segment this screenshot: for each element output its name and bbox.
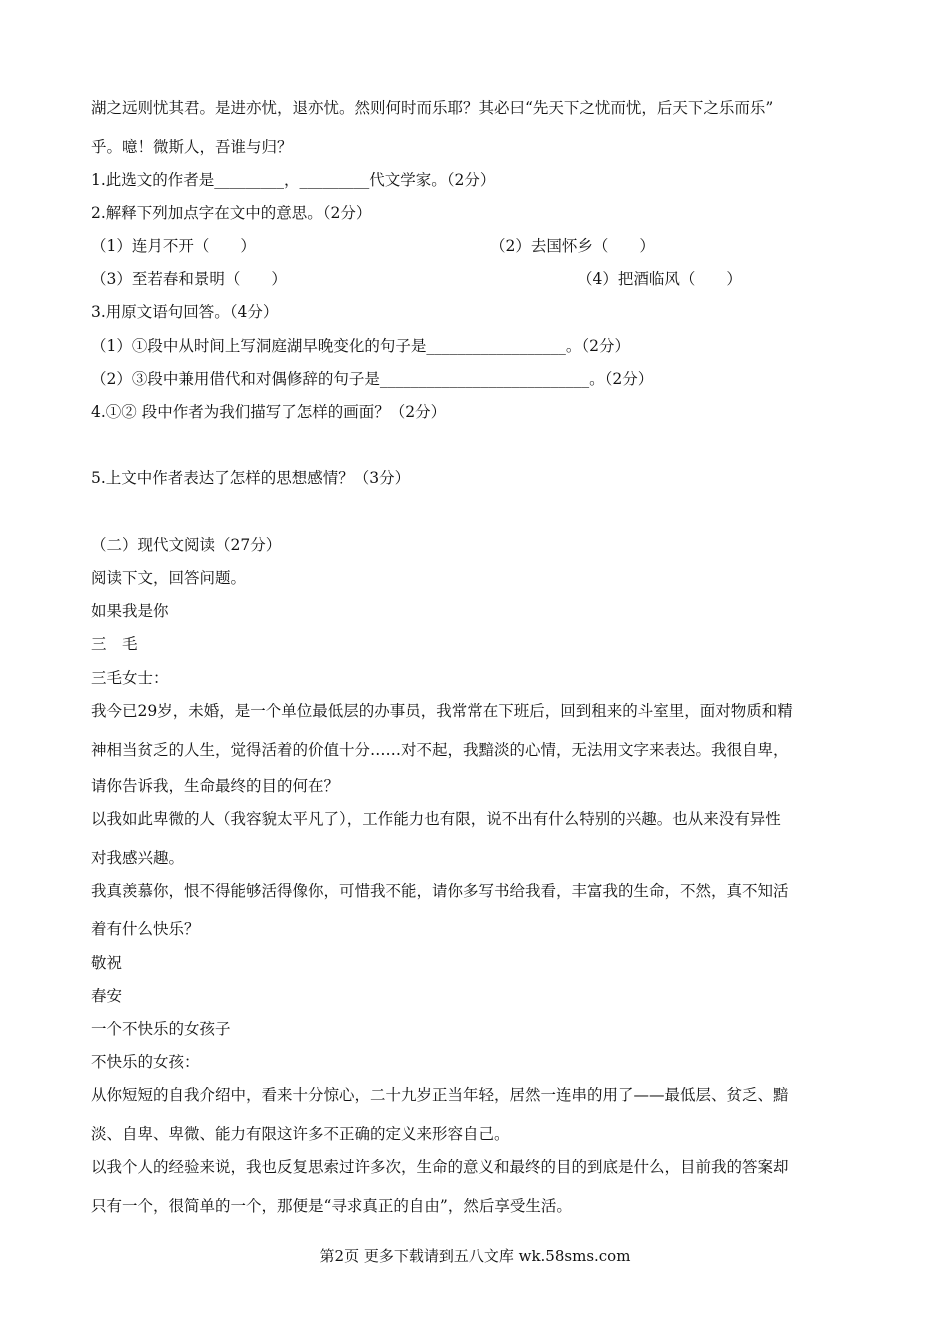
letter-closing: 敬祝 xyxy=(91,954,123,972)
question-2-item-2: （2）去国怀乡（ ） xyxy=(490,237,655,255)
instruction: 阅读下文，回答问题。 xyxy=(91,569,247,587)
section-heading: （二）现代文阅读（27分） xyxy=(91,536,282,554)
paragraph-line: 着有什么快乐？ xyxy=(91,920,200,938)
paragraph-line: 以我如此卑微的人（我容貌太平凡了），工作能力也有限，说不出有什么特别的兴趣。也从来没有异性 xyxy=(91,810,781,828)
letter-signature: 一个不快乐的女孩子 xyxy=(91,1020,231,1038)
page-footer: 第2页 更多下载请到五八文库 wk.58sms.com xyxy=(319,1247,631,1265)
letter-salutation: 三毛女士： xyxy=(91,669,169,687)
reply-salutation: 不快乐的女孩： xyxy=(91,1053,200,1071)
question-2-item-1: （1）连月不开（ ） xyxy=(91,237,256,255)
text-line: 乎。噫！微斯人，吾谁与归？ xyxy=(91,138,293,156)
paragraph-line: 我真羡慕你，恨不得能够活得像你，可惜我不能，请你多写书给我看，丰富我的生命，不然，真不知活 xyxy=(91,882,789,900)
paragraph-line: 对我感兴趣。 xyxy=(91,849,185,867)
paragraph-line: 只有一个，很简单的一个，那便是“寻求真正的自由”，然后享受生活。 xyxy=(91,1197,572,1215)
question-2-item-4: （4）把酒临风（ ） xyxy=(577,270,742,288)
paragraph-line: 从你短短的自我介绍中，看来十分惊心，二十九岁正当年轻，居然一连串的用了——最低层、贫乏、黯 xyxy=(91,1086,789,1104)
paragraph-line: 神相当贫乏的人生，觉得活着的价值十分……对不起，我黯淡的心情，无法用文字来表达。我很自卑， xyxy=(91,741,789,759)
question-3-item-2: （2）③段中兼用借代和对偶修辞的句子是___________________________。（2分） xyxy=(91,370,654,388)
question-4: 4.①② 段中作者为我们描写了怎样的画面？（2分） xyxy=(91,403,447,421)
paragraph-line: 以我个人的经验来说，我也反复思索过许多次，生命的意义和最终的目的到底是什么，目前我的答案却 xyxy=(91,1158,789,1176)
question-2-item-3: （3）至若春和景明（ ） xyxy=(91,270,287,288)
paragraph-line: 请你告诉我，生命最终的目的何在？ xyxy=(91,777,340,795)
paragraph-line: 淡、自卑、卑微、能力有限这许多不正确的定义来形容自己。 xyxy=(91,1125,510,1143)
question-2: 2.解释下列加点字在文中的意思。（2分） xyxy=(91,204,372,222)
question-3: 3.用原文语句回答。（4分） xyxy=(91,303,279,321)
question-5: 5.上文中作者表达了怎样的思想感情？（3分） xyxy=(91,469,411,487)
article-title: 如果我是你 xyxy=(91,602,169,620)
question-3-item-1: （1）①段中从时间上写洞庭湖早晚变化的句子是__________________。（2分） xyxy=(91,337,630,355)
question-1: 1.此选文的作者是_________，_________代文学家。（2分） xyxy=(91,171,496,189)
text-line: 湖之远则忧其君。是进亦忧，退亦忧。然则何时而乐耶？其必曰“先天下之忧而忧，后天下之乐而乐” xyxy=(91,99,774,117)
paragraph-line: 我今已29岁，未婚，是一个单位最低层的办事员，我常常在下班后，回到租来的斗室里，面对物质和精 xyxy=(91,702,793,720)
article-author: 三 毛 xyxy=(91,635,138,653)
letter-closing: 春安 xyxy=(91,987,123,1005)
